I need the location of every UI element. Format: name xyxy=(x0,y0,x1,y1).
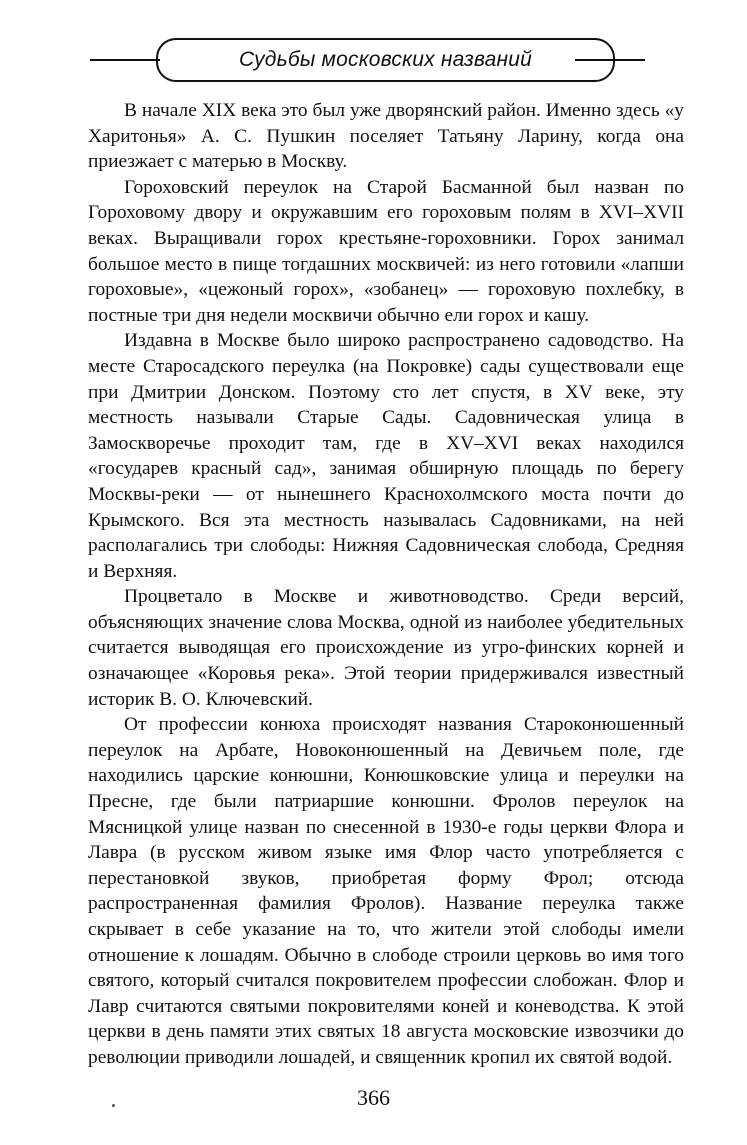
body-text xyxy=(88,98,684,1071)
paragraph-3: Издавна в Москве было широко распространено садоводство. На месте Старосадского переулка (на Покровке) сады существовали еще при Дмитрии Донском. Поэтому сто лет спустя, в XV веке, эту местность называли Старые Сады. Садовническая улица в Замоскворечье проходит там, где в XV–XVI веках находился «государев красный сад», занимая обширную площадь по берегу Москвы-реки — от нынешнего Краснохолмского моста почти до Крымского. Вся эта местность называлась Садовниками, на ней располагались три слободы: Нижняя Садовническая слобода, Средняя и Верхняя. xyxy=(88,330,684,582)
header-title-frame xyxy=(156,38,615,82)
page-number: 366 xyxy=(357,1085,390,1110)
paragraph-5: От профессии конюха происходят названия Староконюшенный переулок на Арбате, Новоконюшенный на Девичьем поле, где находились царские конюшни, Конюшковские улица и переулки на Пресне, где были патриаршие конюшни. Фролов переулок на Мясницкой улице назван по снесенной в 1930-е годы церкви Флора и Лавра (в русском живом языке имя Флор часто употребляется с перестановкой звуков, приобретая форму Фрол; отсюда распространенная фамилия Фролов). Название переулка также скрывает в себе указание на то, что жители этой слободы имели отношение к лошадям. Обычно в слободе строили церковь во имя того святого, который считался покровителем профессии слобожан. Флор и Лавр считаются святыми покровителями коней и коневодства. К этой церкви в день памяти этих святых 18 августа московские извозчики до революции приводили лошадей, и священник кропил их святой водой. xyxy=(88,714,684,1068)
running-header xyxy=(90,38,645,82)
paragraph-2: Гороховский переулок на Старой Басманной был назван по Гороховому двору и окружавшим его гороховым полям в XVI–XVII веках. Выращивали горох крестьяне-гороховники. Горох занимал большое место в пище тогдашних москвичей: из него готовили «лапши гороховые», «цежоный горох», «зобанец» — гороховую похлебку, в постные три дня недели москвичи обычно ели горох и кашу. xyxy=(88,176,684,326)
header-rule-right xyxy=(575,59,645,61)
header-title: Судьбы московских названий xyxy=(238,48,533,71)
paragraph-1: В начале XIX века это был уже дворянский район. Именно здесь «у Харитонья» А. С. Пушкин поселяет Татьяну Ларину, когда она приезжает с матерью в Москву. xyxy=(88,100,684,173)
scan-speck xyxy=(112,1104,115,1107)
paragraph-4: Процветало в Москве и животноводство. Среди версий, объясняющих значение слова Москва, одной из наиболее убедительных считается выводящая его происхождение из угро-финских корней и означающее «Коровья река». Этой теории придерживался известный историк В. О. Ключевский. xyxy=(88,586,684,710)
header-rule-left xyxy=(90,59,160,61)
